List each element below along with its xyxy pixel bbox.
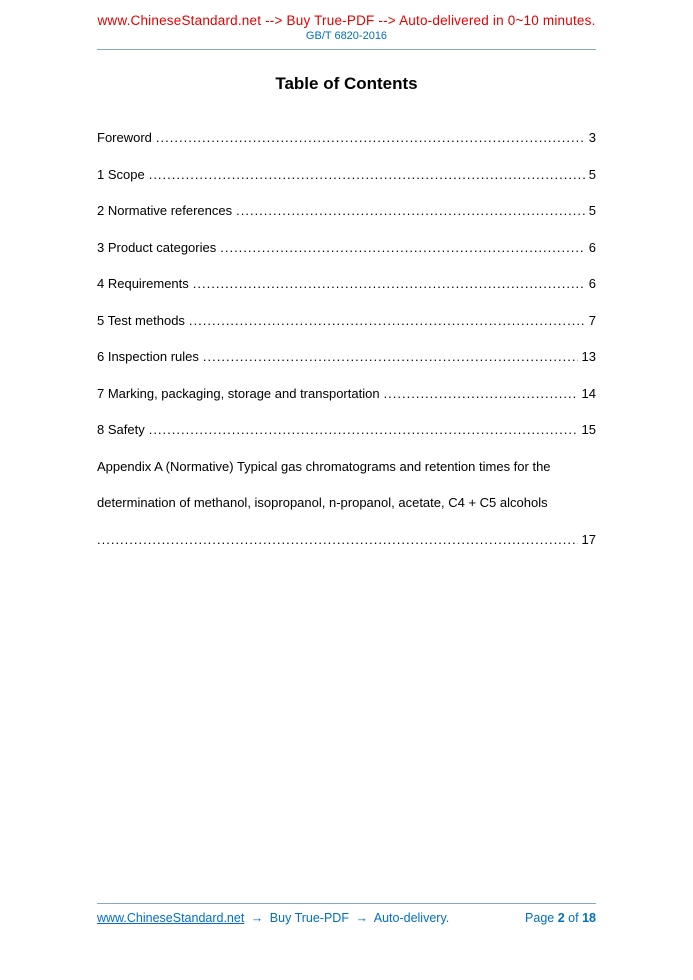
- toc-dot-leader: [149, 412, 578, 449]
- toc-dot-leader: [384, 376, 578, 413]
- toc-entry[interactable]: [97, 266, 596, 303]
- toc-entry-tail: [189, 303, 596, 340]
- toc-entry-tail: [193, 266, 596, 303]
- toc-entry-tail: [220, 230, 596, 267]
- header-divider: [97, 49, 596, 50]
- footer-divider: [97, 903, 596, 904]
- toc-entry-page: 7: [588, 312, 596, 328]
- toc-dot-leader: [149, 157, 585, 194]
- page-indicator-label: Page: [525, 911, 555, 925]
- toc-entry-page: 6: [588, 276, 596, 291]
- toc-entry[interactable]: [97, 303, 596, 340]
- toc-dot-leader: [156, 120, 585, 157]
- toc-entry[interactable]: [97, 230, 596, 267]
- toc-entry-label: Appendix A (Normative) Typical gas chromatograms and retention times for the determination of methanol, isopropanol, n-propanol, acetate, C4 + C5 alcohols: [97, 458, 551, 510]
- toc-entry[interactable]: [97, 412, 596, 449]
- toc-entry-label: 2 Normative references: [97, 203, 233, 218]
- toc-entry-tail: [149, 157, 596, 194]
- toc-entry-tail: [156, 120, 596, 157]
- toc-entry-label: 6 Inspection rules: [97, 349, 199, 364]
- toc-entry-page: 17: [581, 531, 596, 547]
- toc-entry[interactable]: [97, 120, 596, 157]
- toc-entry-label: Foreword: [97, 130, 152, 145]
- page-footer: [97, 903, 596, 925]
- toc-list: [97, 120, 596, 558]
- page-title: Table of Contents: [275, 74, 418, 93]
- standard-code: GB/T 6820-2016: [305, 30, 388, 42]
- toc-dot-leader: [220, 230, 585, 267]
- toc-entry-label: 1 Scope: [97, 166, 145, 182]
- toc-entry-tail: [149, 412, 596, 449]
- toc-entry-label: 7 Marking, packaging, storage and transportation: [97, 385, 380, 401]
- toc-entry-page: 13: [581, 349, 596, 364]
- toc-entry-tail: [97, 522, 596, 559]
- toc-entry[interactable]: [97, 157, 596, 194]
- footer-left: [97, 911, 449, 925]
- toc-entry-page: 5: [588, 166, 596, 182]
- total-page-number: 18: [582, 911, 596, 925]
- current-page-number: 2: [557, 911, 565, 925]
- toc-dot-leader: [193, 266, 585, 303]
- toc-entry-tail: [384, 376, 596, 413]
- toc-entry-label: 5 Test methods: [97, 312, 185, 328]
- toc-entry-label: 4 Requirements: [97, 276, 189, 291]
- toc-entry-tail: [203, 339, 596, 376]
- toc-entry-tail: [236, 193, 596, 230]
- toc-entry[interactable]: [97, 449, 596, 559]
- footer-site-link[interactable]: www.ChineseStandard.net: [97, 911, 245, 925]
- arrow-right-icon: →: [355, 911, 368, 925]
- toc-dot-leader: [97, 522, 578, 559]
- footer-delivery-text: Auto-delivery.: [373, 911, 450, 925]
- toc-entry-page: 6: [588, 239, 596, 255]
- promo-banner-link[interactable]: www.ChineseStandard.net --> Buy True-PDF --> Auto-delivered in 0~10 minutes.: [97, 13, 596, 28]
- toc-entry-label: 3 Product categories: [97, 239, 217, 255]
- toc-entry[interactable]: [97, 339, 596, 376]
- footer-buy-text: Buy True-PDF: [269, 911, 349, 925]
- toc-entry[interactable]: [97, 193, 596, 230]
- toc-entry-page: 5: [588, 203, 596, 218]
- toc-dot-leader: [203, 339, 578, 376]
- toc-entry-page: 15: [581, 422, 596, 437]
- toc-entry-label: 8 Safety: [97, 422, 145, 437]
- page-indicator-of: of: [568, 911, 579, 925]
- toc-entry[interactable]: [97, 376, 596, 413]
- arrow-right-icon: →: [250, 911, 264, 925]
- page-indicator: [525, 911, 596, 925]
- toc-dot-leader: [189, 303, 585, 340]
- toc-entry-page: 3: [588, 130, 596, 145]
- toc-entry-page: 14: [581, 385, 596, 401]
- toc-dot-leader: [236, 193, 585, 230]
